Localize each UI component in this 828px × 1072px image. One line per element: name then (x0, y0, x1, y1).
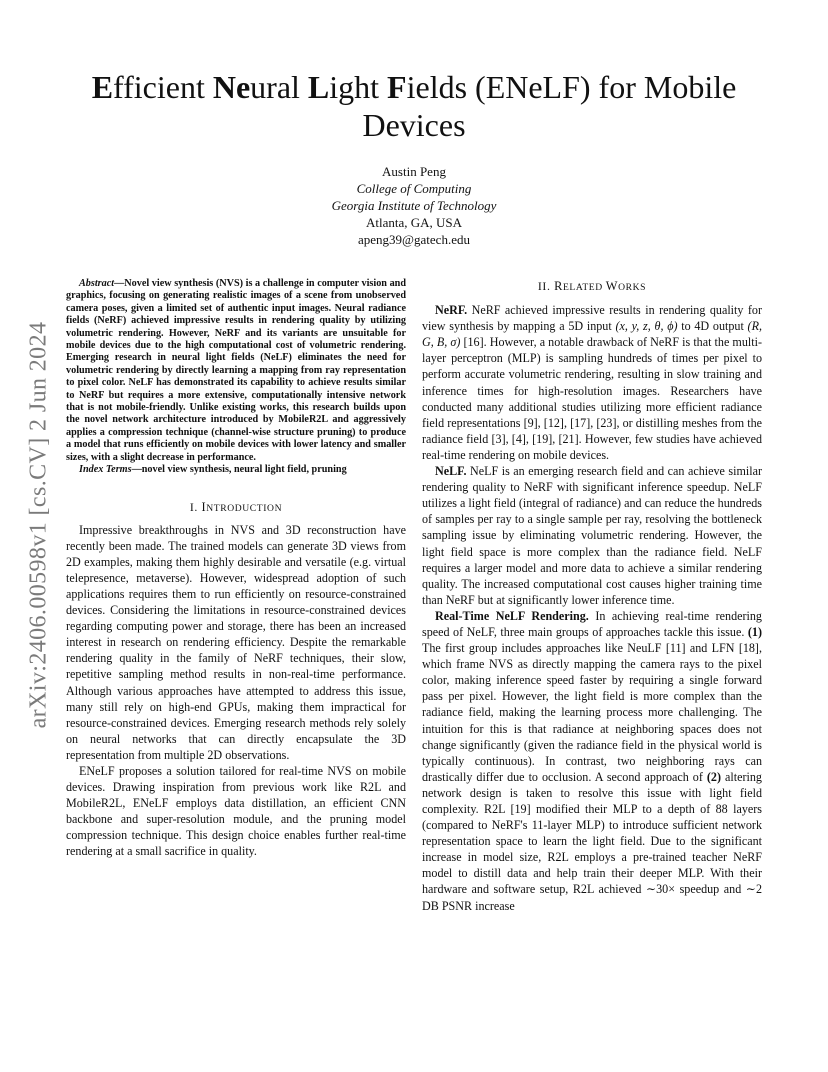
intro-paragraph-1: Impressive breakthroughs in NVS and 3D reconstruction have recently been made. The trained models can generate 3D views from 2D examples, making them highly desirable and versatile (e.g. virtual telepresence, metaverse). However, widespread adoption of such applications requires them to run efficiently on resource-constrained devices. Considering the limitations in resource-constrained devices regarding computing power and storage, there has been an increased interest in research on rendering efficiency. Despite the remarkable rendering quality in the family of NeRF techniques, their slow, repetitive sampling method results in non-real-time performance. Although various approaches have attempted to address this issue, many still rely on high-end GPUs, making them impractical for resource-constrained devices. Emerging research methods rely solely on neural networks that can directly encapsulate the 3D representation from multiple 2D observations. (66, 522, 406, 762)
right-column (422, 278, 762, 914)
abstract (66, 278, 406, 477)
section-heading-related-works: II. RELATED WORKS (537, 279, 647, 293)
nerf-heading: NeRF. (435, 303, 468, 318)
author-location: Atlanta, GA, USA (365, 215, 463, 230)
abstract-paragraph (66, 278, 406, 464)
index-terms-label: Index Terms (79, 464, 132, 476)
index-terms (66, 464, 406, 476)
author-department: College of Computing (356, 181, 472, 196)
author-block (214, 163, 614, 248)
paper-title: Efficient Neural Light Fields (ENeLF) for Mobile Devices (91, 69, 737, 143)
intro-paragraph-2: ENeLF proposes a solution tailored for real-time NVS on mobile devices. Drawing inspiration from previous work like R2L and MobileR2L, ENeLF employs data distillation, an efficient CNN backbone and super-resolution module, and the pruning model compression technique. This design choice enables further real-time rendering at a small sacrifice in quality. (66, 764, 406, 859)
nerf-output-math: (R, G, B, σ) (422, 319, 762, 350)
nelf-heading: NeLF. (435, 464, 467, 479)
abstract-label: Abstract (79, 278, 115, 289)
realtime-nelf-heading: Real-Time NeLF Rendering. (435, 608, 589, 623)
abstract-text: —Novel view synthesis (NVS) is a challenge in computer vision and graphics, focusing on generating realistic images of a scene from unobserved camera poses, given a limited set of authentic input images. Neural radiance fields (NeRF) achieved impressive results in rendering quality by utilizing volumetric rendering. However, NeRF and its variants are unsuitable for mobile devices due to the high computational cost of volumetric rendering. Emerging research in neural light fields (NeLF) eliminates the need for volumetric rendering by directly learning a mapping from ray representation to pixel color. NeLF has demonstrated its capability to achieve results similar to NeRF but requires a more extensive, computationally intensive network that is not mobile-friendly. Unlike existing works, this research builds upon the novel network architecture introduced by MobileR2L and aggressively applies a compression technique (channel-wise structure pruning) to produce a model that runs efficiently on mobile devices with lower latency and smaller sizes, with a slight decrease in performance. (66, 278, 406, 463)
author-email: apeng39@gatech.edu (358, 232, 470, 247)
section-heading-introduction: I. INTRODUCTION (189, 499, 283, 514)
related-nerf-paragraph: NeRF. NeRF achieved impressive results in rendering quality for view synthesis by mapping a 5D input (x, y, z, θ, ϕ) to 4D output (R, G, B, σ) [16]. However, a notable drawback of NeRF is that the multi-layer perceptron (MLP) is sampling hundreds of times per pixel to perform accurate volumetric rendering, resulting in slow training and inference times for high-resolution images. Researchers have conducted many additional studies utilizing more efficient radiance field representations [9], [12], [17], [23], or distilling meshes from the radiance field [3], [4], [19], [21]. However, few studies have achieved real-time rendering on mobile devices. (422, 303, 762, 462)
related-realtime-paragraph: Real-Time NeLF Rendering. In achieving real-time rendering speed of NeLF, three main groups of approaches tackle this issue. (1) The first group includes approaches like NeuLF [11] and LFN [18], which frame NVS as directly mapping the camera rays to the pixel color, making inference speed faster by requiring a single forward pass per pixel. However, the light field is more complex than the radiance field, making the learning process more challenging. The intuition for this is that radiance at neighboring spaces does not change significantly (given the radiance field in the physical world is typically continuous). In contrast, two neighboring rays can drastically differ due to occlusion. A second approach of (2) altering network design is taken to resolve this issue with light field complexity. R2L [19] modified their MLP to a depth of 88 layers (compared to NeRF's 11-layer MLP) to introduce sufficient network representation space to learn the light field. Due to the significant increase in model size, R2L employs a pre-trained teacher NeRF model to distill data and help train their deeper MLP. With their hardware and software setup, R2L achieved ∼30× speedup and ∼2 DB PSNR increase (422, 608, 762, 913)
index-terms-text: —novel view synthesis, neural light field, pruning (131, 464, 347, 476)
arxiv-identifier (14, 300, 64, 750)
left-column (66, 278, 406, 860)
author-name: Austin Peng (382, 164, 446, 179)
nerf-input-math: (x, y, z, θ, ϕ) (615, 319, 678, 334)
author-institution: Georgia Institute of Technology (331, 198, 497, 213)
related-nelf-paragraph: NeLF. NeLF is an emerging research field and can achieve similar rendering quality to NeRF with significant inference speedup. NeLF utilizes a light field (integral of radiance) and can reduce the hundreds of samples per ray to a single sample per ray, resolving the bottleneck sampling issue by eliminating volumetric rendering. However, the light field space is more complex than the radiance field. NeLF requires a larger model and more data to achieve a similar rendering quality. The increased computational cost causes higher training time than NeRF but at significantly lower inference time. (422, 464, 762, 607)
arxiv-identifier-text: arXiv:2406.00598v1 [cs.CV] 2 Jun 2024 (25, 321, 52, 729)
